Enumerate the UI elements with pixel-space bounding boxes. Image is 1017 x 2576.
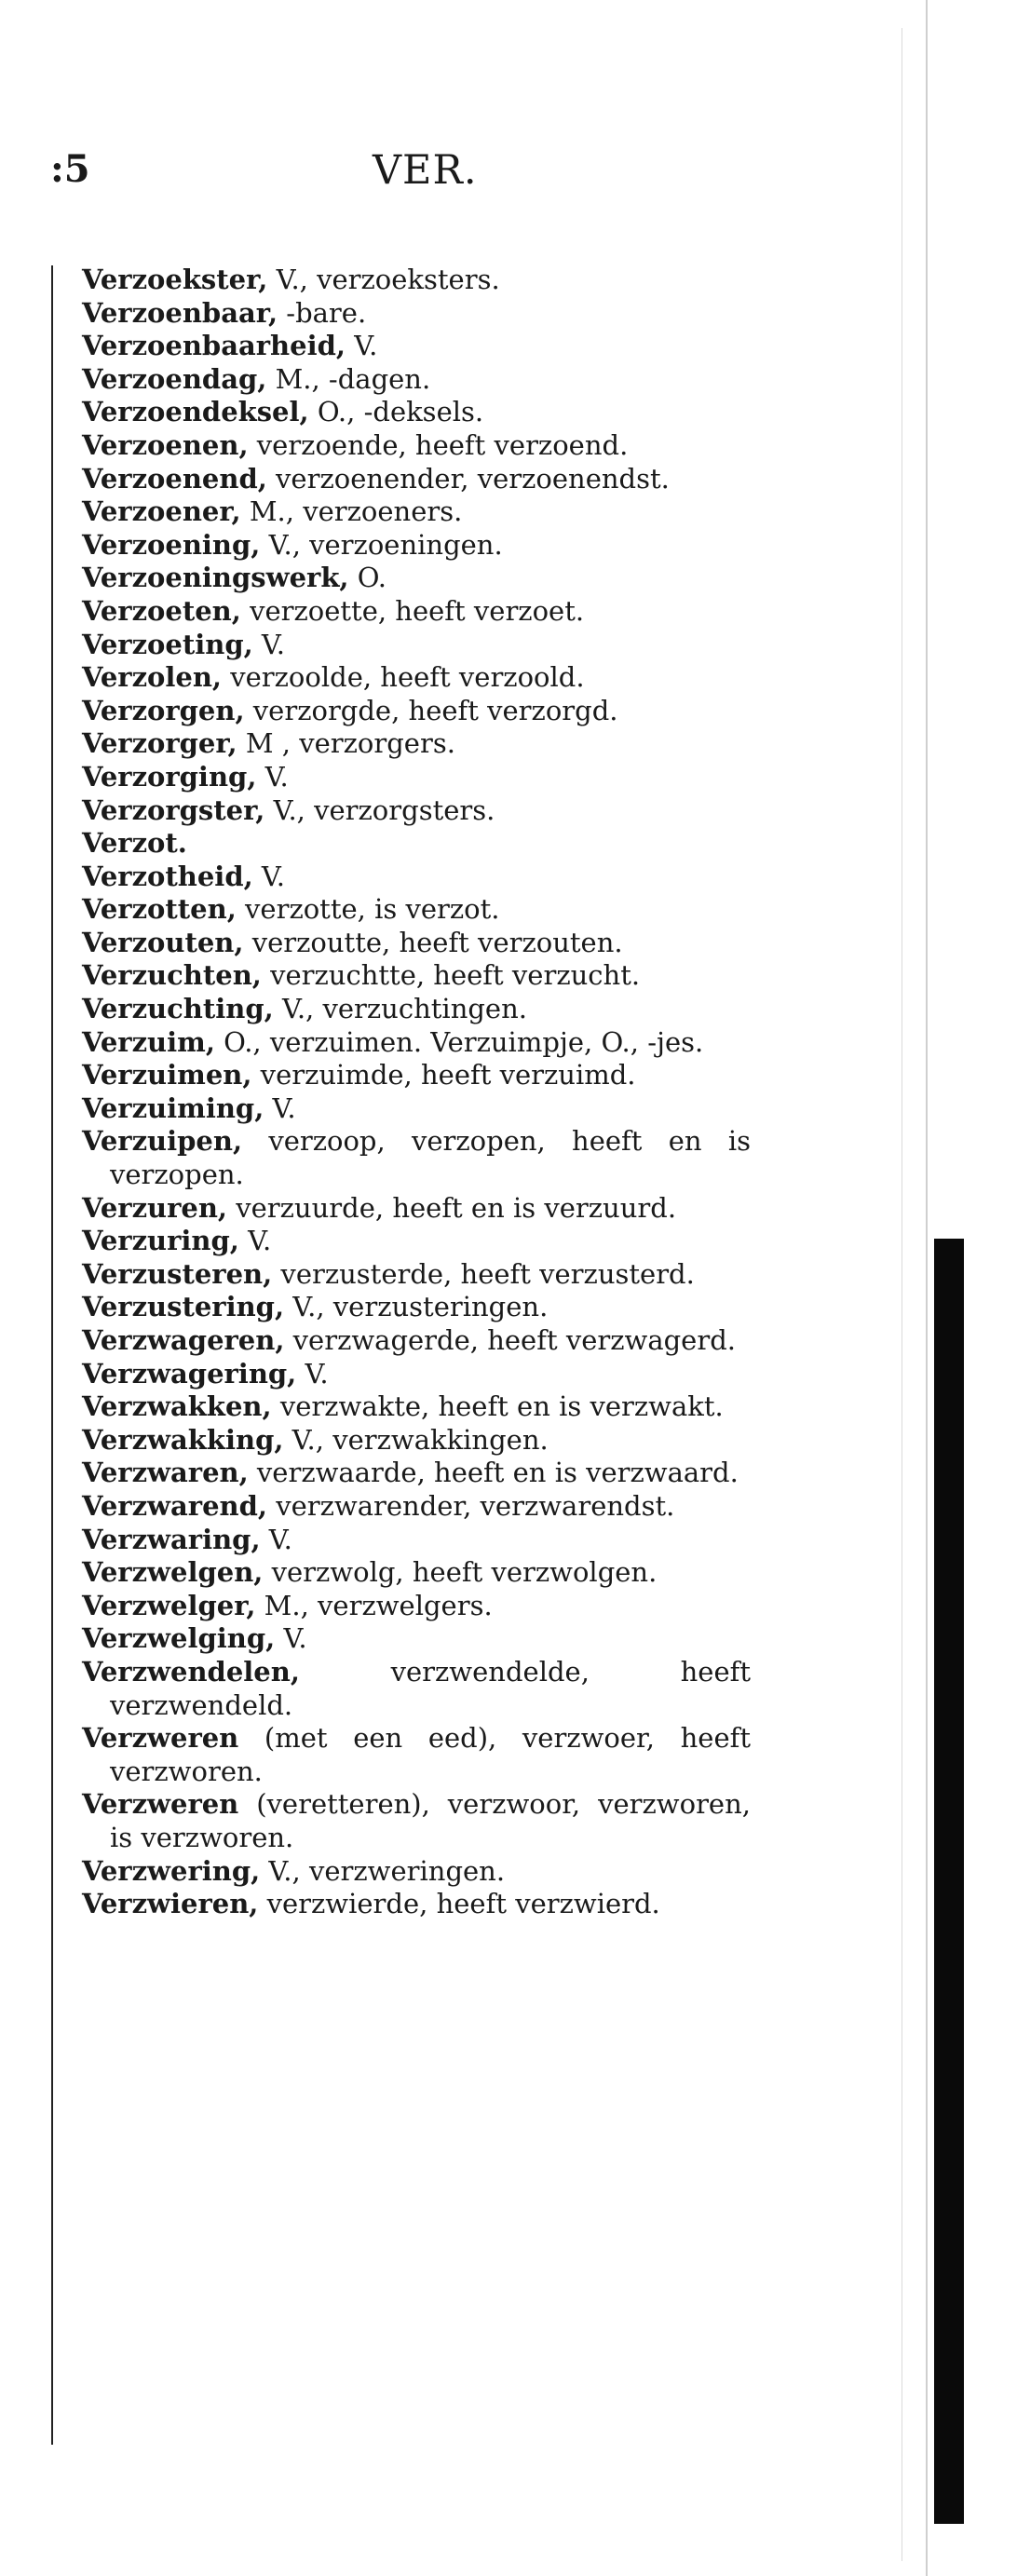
entry-headword: Verzustering, (82, 1291, 285, 1323)
dictionary-entry (82, 993, 751, 1026)
entry-definition: V. (252, 860, 286, 892)
dictionary-entry (82, 927, 751, 960)
scan-dark-band (934, 1239, 964, 2524)
entry-headword: Verzweren (82, 1722, 239, 1755)
dictionary-entry-list (82, 264, 751, 1921)
dictionary-entry (82, 1225, 751, 1258)
dictionary-entry (82, 595, 751, 629)
dictionary-entry (82, 1855, 751, 1889)
entry-headword: Verzuiming, (82, 1091, 264, 1124)
entry-headword: Verzuimen, (82, 1059, 252, 1091)
entry-headword: Verzoekster, (82, 264, 268, 295)
dictionary-entry (82, 661, 751, 695)
entry-headword: Verzoening, (82, 528, 261, 561)
entry-definition: M., -dagen. (266, 362, 431, 395)
dictionary-entry (82, 1457, 751, 1490)
dictionary-entry (82, 794, 751, 828)
dictionary-entry (82, 1524, 751, 1557)
dictionary-entry (82, 529, 751, 563)
entry-headword: Verzuim, (82, 1025, 215, 1058)
entry-definition: M., verzoeners. (240, 495, 463, 528)
entry-definition: verzoende, heeft verzoend. (248, 428, 629, 461)
entry-definition: verzoette, heeft verzoet. (240, 594, 585, 627)
entry-definition: verzwaarde, heeft en is verzwaard. (248, 1457, 739, 1489)
entry-headword: Verzoeningswerk, (82, 562, 349, 594)
entry-definition: V., verzoeningen. (260, 528, 503, 561)
dictionary-entry (82, 1059, 751, 1092)
dictionary-entry (82, 1888, 751, 1921)
entry-definition: V., verzuchtingen. (273, 993, 527, 1025)
entry-headword: Verzoendeksel, (82, 396, 309, 428)
entry-definition: verzwendelde, heeft verzwendeld. (110, 1655, 751, 1721)
dictionary-entry (82, 429, 751, 463)
entry-definition: verzuimde, heeft verzuimd. (251, 1059, 636, 1091)
entry-definition: verzwagerde, heeft verzwagerd. (284, 1324, 736, 1356)
entry-headword: Verzoenend, (82, 462, 267, 495)
entry-headword: Verzoendag, (82, 362, 267, 395)
entry-definition: O. (348, 562, 387, 594)
entry-definition: verzoop, verzopen, heeft en is verzopen. (110, 1125, 751, 1191)
entry-headword: Verzwakken, (82, 1390, 272, 1423)
dictionary-entry (82, 495, 751, 529)
entry-headword: Verzorgster, (82, 793, 265, 826)
entry-definition: M., verzwelgers. (255, 1589, 493, 1621)
entry-headword: Verzwelgen, (82, 1556, 264, 1589)
left-margin-rule (51, 265, 53, 2445)
entry-definition: verzwolg, heeft verzwolgen. (263, 1556, 658, 1589)
entry-definition: O., verzuimen. Verzuimpje, O., -jes. (214, 1025, 704, 1058)
entry-definition: verzwierde, heeft verzwierd. (258, 1888, 660, 1920)
dictionary-entry (82, 396, 751, 429)
entry-definition: verzwakte, heeft en is verzwakt. (271, 1390, 724, 1423)
dictionary-entry (82, 1788, 751, 1854)
entry-headword: Verzuren, (82, 1191, 228, 1224)
dictionary-entry (82, 1092, 751, 1126)
dictionary-entry (82, 264, 751, 297)
entry-definition: verzoenender, verzoenendst. (266, 462, 670, 495)
dictionary-entry (82, 827, 751, 861)
entry-definition: verzuurde, heeft en is verzuurd. (227, 1191, 677, 1224)
entry-headword: Verzwieren, (82, 1888, 259, 1920)
entry-headword: Verzwagering, (82, 1357, 297, 1390)
entry-headword: Verzusteren, (82, 1257, 273, 1290)
entry-definition: V., verzorgsters. (264, 793, 495, 826)
entry-headword: Verzwelger, (82, 1589, 256, 1621)
scan-edge-line (926, 0, 928, 2576)
dictionary-entry (82, 1258, 751, 1292)
entry-headword: Verzorger, (82, 727, 237, 760)
entry-headword: Verzwageren, (82, 1324, 285, 1356)
entry-headword: Verzotten, (82, 893, 237, 926)
entry-definition: V. (296, 1357, 329, 1390)
entry-definition: M , verzorgers. (237, 727, 455, 760)
entry-headword: Verzwaren, (82, 1457, 249, 1489)
dictionary-entry (82, 1622, 751, 1656)
entry-headword: Verzwarend, (82, 1489, 267, 1522)
entry-definition: verzoutte, heeft verzouten. (243, 926, 623, 958)
entry-headword: Verzoenbaar, (82, 296, 278, 329)
entry-headword: Verzolen, (82, 661, 223, 694)
entry-definition: V. (256, 760, 289, 793)
dictionary-entry (82, 1291, 751, 1324)
entry-headword: Verzot. (82, 827, 187, 860)
entry-headword: Verzorging, (82, 760, 257, 793)
entry-definition: V. (345, 330, 378, 362)
entry-headword: Verzouten, (82, 926, 244, 958)
entry-headword: Verzwakking, (82, 1423, 284, 1456)
entry-headword: Verzoeting, (82, 628, 253, 660)
page-number: :5 (50, 147, 90, 191)
entry-definition: V. (260, 1523, 292, 1555)
entry-definition: verzuchtte, heeft verzucht. (261, 959, 641, 992)
entry-headword: Verzuipen, (82, 1125, 243, 1158)
dictionary-entry (82, 959, 751, 993)
entry-headword: Verzwelging, (82, 1622, 276, 1655)
dictionary-entry (82, 1324, 751, 1358)
dictionary-entry (82, 1424, 751, 1457)
entry-headword: Verzwering, (82, 1854, 261, 1887)
entry-definition: V. (238, 1225, 272, 1257)
entry-definition: V. (252, 628, 286, 660)
entry-headword: Verzuring, (82, 1225, 239, 1257)
entry-headword: Verzoener, (82, 495, 241, 528)
entry-definition: V., verzweringen. (260, 1854, 506, 1887)
dictionary-entry (82, 1490, 751, 1524)
entry-headword: Verzwendelen, (82, 1655, 300, 1688)
entry-headword: Verzoeten, (82, 594, 241, 627)
dictionary-entry (82, 1026, 751, 1060)
dictionary-entry (82, 1590, 751, 1623)
entry-definition: verzwarender, verzwarendst. (266, 1489, 675, 1522)
entry-definition: V., verzusteringen. (284, 1291, 549, 1323)
entry-definition: V., verzoeksters. (267, 264, 500, 295)
dictionary-entry (82, 363, 751, 397)
entry-definition: verzorgde, heeft verzorgd. (244, 694, 618, 726)
dictionary-entry (82, 1390, 751, 1424)
dictionary-entry (82, 1192, 751, 1226)
dictionary-entry (82, 1125, 751, 1191)
dictionary-entry (82, 562, 751, 595)
entry-definition: -bare. (278, 296, 367, 329)
entry-definition: V. (275, 1622, 307, 1655)
entry-headword: Verzotheid, (82, 860, 253, 892)
dictionary-entry (82, 1556, 751, 1590)
entry-headword: Verzorgen, (82, 694, 245, 726)
dictionary-entry (82, 297, 751, 331)
entry-headword: Verzwaring, (82, 1523, 261, 1555)
dictionary-entry (82, 761, 751, 794)
entry-definition: (veretteren), verzwoor, verzworen, is verzworen. (110, 1788, 751, 1853)
dictionary-entry (82, 1656, 751, 1722)
running-head: VER. (373, 147, 478, 194)
entry-headword: Verzoenen, (82, 428, 249, 461)
entry-definition: V. (264, 1091, 296, 1124)
entry-definition: verzusterde, heeft verzusterd. (272, 1257, 695, 1290)
dictionary-entry (82, 629, 751, 662)
entry-definition: V., verzwakkingen. (283, 1423, 549, 1456)
entry-definition: (met een eed), verzwoer, heeft verzworen. (110, 1722, 751, 1787)
dictionary-entry (82, 727, 751, 761)
dictionary-entry (82, 861, 751, 894)
dictionary-entry (82, 330, 751, 363)
entry-headword: Verzweren (82, 1788, 239, 1821)
entry-definition: verzotte, is verzot. (236, 893, 500, 926)
entry-headword: Verzuchten, (82, 959, 262, 992)
dictionary-entry (82, 695, 751, 728)
entry-definition: O., -deksels. (308, 396, 484, 428)
dictionary-entry (82, 1358, 751, 1391)
entry-headword: Verzoenbaarheid, (82, 330, 346, 362)
entry-definition: verzoolde, heeft verzoold. (222, 661, 585, 694)
dictionary-entry (82, 1722, 751, 1788)
dictionary-entry (82, 463, 751, 496)
entry-headword: Verzuchting, (82, 993, 274, 1025)
dictionary-entry (82, 893, 751, 927)
